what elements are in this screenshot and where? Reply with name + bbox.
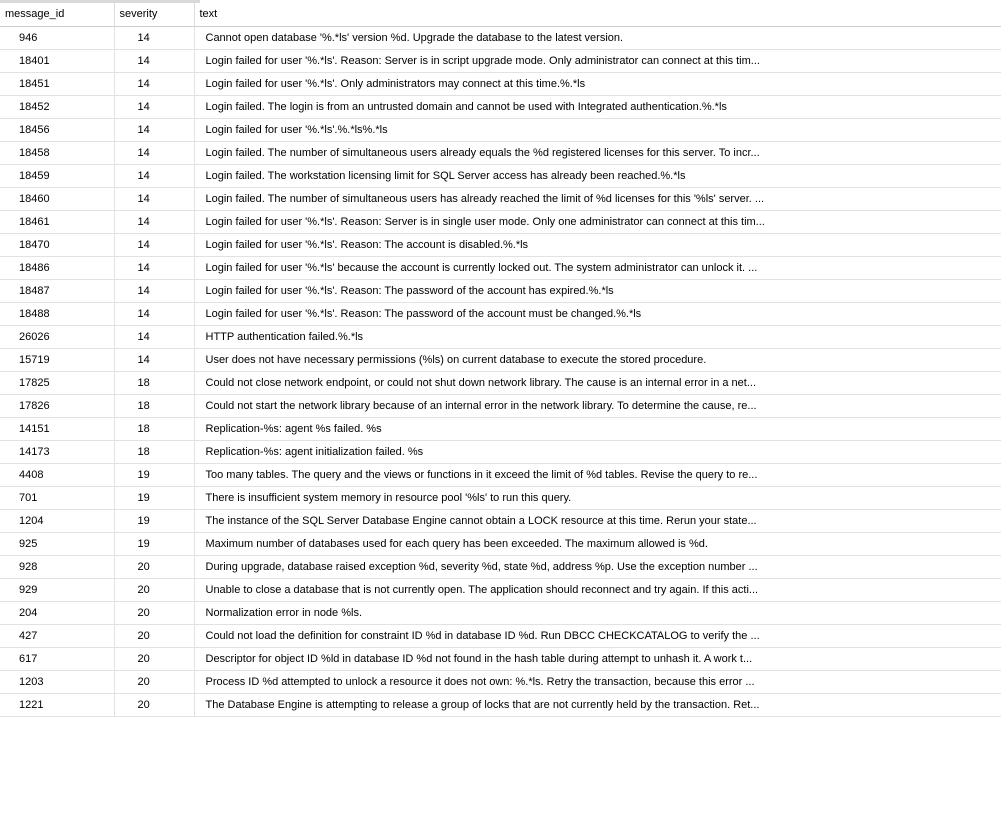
table-row[interactable]: [0, 118, 1001, 141]
cell-message-id[interactable]: 15719: [0, 348, 114, 371]
table-row[interactable]: [0, 164, 1001, 187]
header-row: [0, 3, 1001, 26]
cell-text[interactable]: Normalization error in node %ls.: [194, 601, 1001, 624]
cell-severity[interactable]: 20: [114, 624, 194, 647]
cell-severity[interactable]: 14: [114, 49, 194, 72]
cell-text[interactable]: Login failed for user '%.*ls' because the account is currently locked out. The system administrator can unlock it. ...: [194, 256, 1001, 279]
cell-message-id[interactable]: 18488: [0, 302, 114, 325]
cell-text[interactable]: Too many tables. The query and the views or functions in it exceed the limit of %d tables. Revise the query to re...: [194, 463, 1001, 486]
cell-severity[interactable]: 19: [114, 509, 194, 532]
cell-severity[interactable]: 18: [114, 417, 194, 440]
cell-severity[interactable]: 14: [114, 233, 194, 256]
table-row[interactable]: [0, 233, 1001, 256]
cell-text[interactable]: Cannot open database '%.*ls' version %d. Upgrade the database to the latest version.: [194, 26, 1001, 49]
cell-message-id[interactable]: 1221: [0, 693, 114, 716]
cell-text[interactable]: Login failed for user '%.*ls'. Reason: Server is in script upgrade mode. Only administrator can connect at this tim...: [194, 49, 1001, 72]
cell-message-id[interactable]: 18459: [0, 164, 114, 187]
table-row[interactable]: [0, 371, 1001, 394]
table-row[interactable]: [0, 509, 1001, 532]
cell-severity[interactable]: 20: [114, 670, 194, 693]
cell-text[interactable]: Login failed. The login is from an untrusted domain and cannot be used with Integrated authentication.%.*ls: [194, 95, 1001, 118]
table-row[interactable]: [0, 486, 1001, 509]
cell-message-id[interactable]: 925: [0, 532, 114, 555]
table-row[interactable]: [0, 601, 1001, 624]
cell-text[interactable]: Unable to close a database that is not currently open. The application should reconnect and try again. If this acti...: [194, 578, 1001, 601]
cell-text[interactable]: Could not close network endpoint, or could not shut down network library. The cause is an internal error in a net...: [194, 371, 1001, 394]
table-row[interactable]: [0, 532, 1001, 555]
table-row[interactable]: [0, 463, 1001, 486]
cell-text[interactable]: During upgrade, database raised exception %d, severity %d, state %d, address %p. Use the exception number ...: [194, 555, 1001, 578]
cell-text[interactable]: Login failed for user '%.*ls'. Reason: The password of the account must be changed.%.*ls: [194, 302, 1001, 325]
cell-text[interactable]: Descriptor for object ID %ld in database ID %d not found in the hash table during attempt to unhash it. A work t...: [194, 647, 1001, 670]
table-row[interactable]: [0, 693, 1001, 716]
cell-message-id[interactable]: 18470: [0, 233, 114, 256]
cell-message-id[interactable]: 1203: [0, 670, 114, 693]
cell-message-id[interactable]: 929: [0, 578, 114, 601]
table-row[interactable]: [0, 555, 1001, 578]
column-header-severity[interactable]: severity: [114, 3, 194, 26]
cell-message-id[interactable]: 18458: [0, 141, 114, 164]
column-header-message-id[interactable]: message_id: [0, 3, 114, 26]
cell-text[interactable]: Could not load the definition for constraint ID %d in database ID %d. Run DBCC CHECKCATALOG to verify the ...: [194, 624, 1001, 647]
column-header-text[interactable]: text: [194, 3, 1001, 26]
table-row[interactable]: [0, 187, 1001, 210]
cell-message-id[interactable]: 701: [0, 486, 114, 509]
cell-text[interactable]: Login failed for user '%.*ls'. Reason: Server is in single user mode. Only one administrator can connect at this tim...: [194, 210, 1001, 233]
cell-severity[interactable]: 20: [114, 693, 194, 716]
cell-severity[interactable]: 14: [114, 95, 194, 118]
cell-message-id[interactable]: 18487: [0, 279, 114, 302]
cell-text[interactable]: User does not have necessary permissions (%ls) on current database to execute the stored procedure.: [194, 348, 1001, 371]
table-row[interactable]: [0, 325, 1001, 348]
cell-message-id[interactable]: 18461: [0, 210, 114, 233]
cell-severity[interactable]: 14: [114, 26, 194, 49]
cell-severity[interactable]: 20: [114, 578, 194, 601]
results-table: [0, 3, 1001, 717]
table-row[interactable]: [0, 578, 1001, 601]
cell-text[interactable]: Maximum number of databases used for each query has been exceeded. The maximum allowed is %d.: [194, 532, 1001, 555]
table-row[interactable]: [0, 624, 1001, 647]
cell-severity[interactable]: 14: [114, 210, 194, 233]
cell-severity[interactable]: 14: [114, 302, 194, 325]
cell-text[interactable]: Replication-%s: agent initialization failed. %s: [194, 440, 1001, 463]
table-row[interactable]: [0, 49, 1001, 72]
table-row[interactable]: [0, 95, 1001, 118]
cell-text[interactable]: The instance of the SQL Server Database Engine cannot obtain a LOCK resource at this time. Rerun your state...: [194, 509, 1001, 532]
cell-text[interactable]: There is insufficient system memory in resource pool '%ls' to run this query.: [194, 486, 1001, 509]
cell-message-id[interactable]: 17825: [0, 371, 114, 394]
cell-severity[interactable]: 20: [114, 601, 194, 624]
cell-severity[interactable]: 14: [114, 72, 194, 95]
cell-message-id[interactable]: 18451: [0, 72, 114, 95]
cell-message-id[interactable]: 18401: [0, 49, 114, 72]
cell-message-id[interactable]: 928: [0, 555, 114, 578]
cell-message-id[interactable]: 1204: [0, 509, 114, 532]
cell-severity[interactable]: 19: [114, 486, 194, 509]
cell-severity[interactable]: 18: [114, 440, 194, 463]
cell-text[interactable]: Login failed. The number of simultaneous users has already reached the limit of %d licenses for this '%ls' server. ...: [194, 187, 1001, 210]
cell-text[interactable]: The Database Engine is attempting to release a group of locks that are not currently held by the transaction. Ret...: [194, 693, 1001, 716]
cell-message-id[interactable]: 14151: [0, 417, 114, 440]
cell-message-id[interactable]: 18486: [0, 256, 114, 279]
cell-severity[interactable]: 18: [114, 394, 194, 417]
table-row[interactable]: [0, 302, 1001, 325]
table-row[interactable]: [0, 26, 1001, 49]
results-body: [0, 26, 1001, 716]
table-row[interactable]: [0, 417, 1001, 440]
cell-severity[interactable]: 20: [114, 555, 194, 578]
cell-severity[interactable]: 14: [114, 187, 194, 210]
cell-severity[interactable]: 14: [114, 164, 194, 187]
table-row[interactable]: [0, 440, 1001, 463]
cell-text[interactable]: Login failed. The workstation licensing limit for SQL Server access has already been reached.%.*ls: [194, 164, 1001, 187]
cell-text[interactable]: Login failed for user '%.*ls'.%.*ls%.*ls: [194, 118, 1001, 141]
table-row[interactable]: [0, 647, 1001, 670]
cell-severity[interactable]: 14: [114, 118, 194, 141]
cell-text[interactable]: Login failed for user '%.*ls'. Reason: The account is disabled.%.*ls: [194, 233, 1001, 256]
cell-message-id[interactable]: 18452: [0, 95, 114, 118]
cell-text[interactable]: Process ID %d attempted to unlock a resource it does not own: %.*ls. Retry the transaction, because this error ...: [194, 670, 1001, 693]
cell-message-id[interactable]: 4408: [0, 463, 114, 486]
cell-text[interactable]: Login failed for user '%.*ls'. Only administrators may connect at this time.%.*ls: [194, 72, 1001, 95]
cell-severity[interactable]: 14: [114, 279, 194, 302]
cell-text[interactable]: HTTP authentication failed.%.*ls: [194, 325, 1001, 348]
cell-message-id[interactable]: 17826: [0, 394, 114, 417]
cell-message-id[interactable]: 946: [0, 26, 114, 49]
cell-text[interactable]: Login failed for user '%.*ls'. Reason: The password of the account has expired.%.*ls: [194, 279, 1001, 302]
table-row[interactable]: [0, 670, 1001, 693]
table-row[interactable]: [0, 394, 1001, 417]
table-row[interactable]: [0, 348, 1001, 371]
cell-severity[interactable]: 20: [114, 647, 194, 670]
cell-message-id[interactable]: 26026: [0, 325, 114, 348]
cell-text[interactable]: Could not start the network library because of an internal error in the network library. To determine the cause, re...: [194, 394, 1001, 417]
table-row[interactable]: [0, 279, 1001, 302]
cell-message-id[interactable]: 14173: [0, 440, 114, 463]
table-row[interactable]: [0, 256, 1001, 279]
cell-severity[interactable]: 19: [114, 532, 194, 555]
cell-text[interactable]: Replication-%s: agent %s failed. %s: [194, 417, 1001, 440]
cell-text[interactable]: Login failed. The number of simultaneous users already equals the %d registered licenses for this server. To incr...: [194, 141, 1001, 164]
cell-message-id[interactable]: 18460: [0, 187, 114, 210]
cell-message-id[interactable]: 427: [0, 624, 114, 647]
table-row[interactable]: [0, 72, 1001, 95]
cell-severity[interactable]: 18: [114, 371, 194, 394]
cell-severity[interactable]: 14: [114, 256, 194, 279]
table-row[interactable]: [0, 141, 1001, 164]
cell-severity[interactable]: 14: [114, 325, 194, 348]
cell-severity[interactable]: 14: [114, 141, 194, 164]
cell-message-id[interactable]: 18456: [0, 118, 114, 141]
table-row[interactable]: [0, 210, 1001, 233]
cell-severity[interactable]: 14: [114, 348, 194, 371]
cell-message-id[interactable]: 204: [0, 601, 114, 624]
cell-message-id[interactable]: 617: [0, 647, 114, 670]
cell-severity[interactable]: 19: [114, 463, 194, 486]
